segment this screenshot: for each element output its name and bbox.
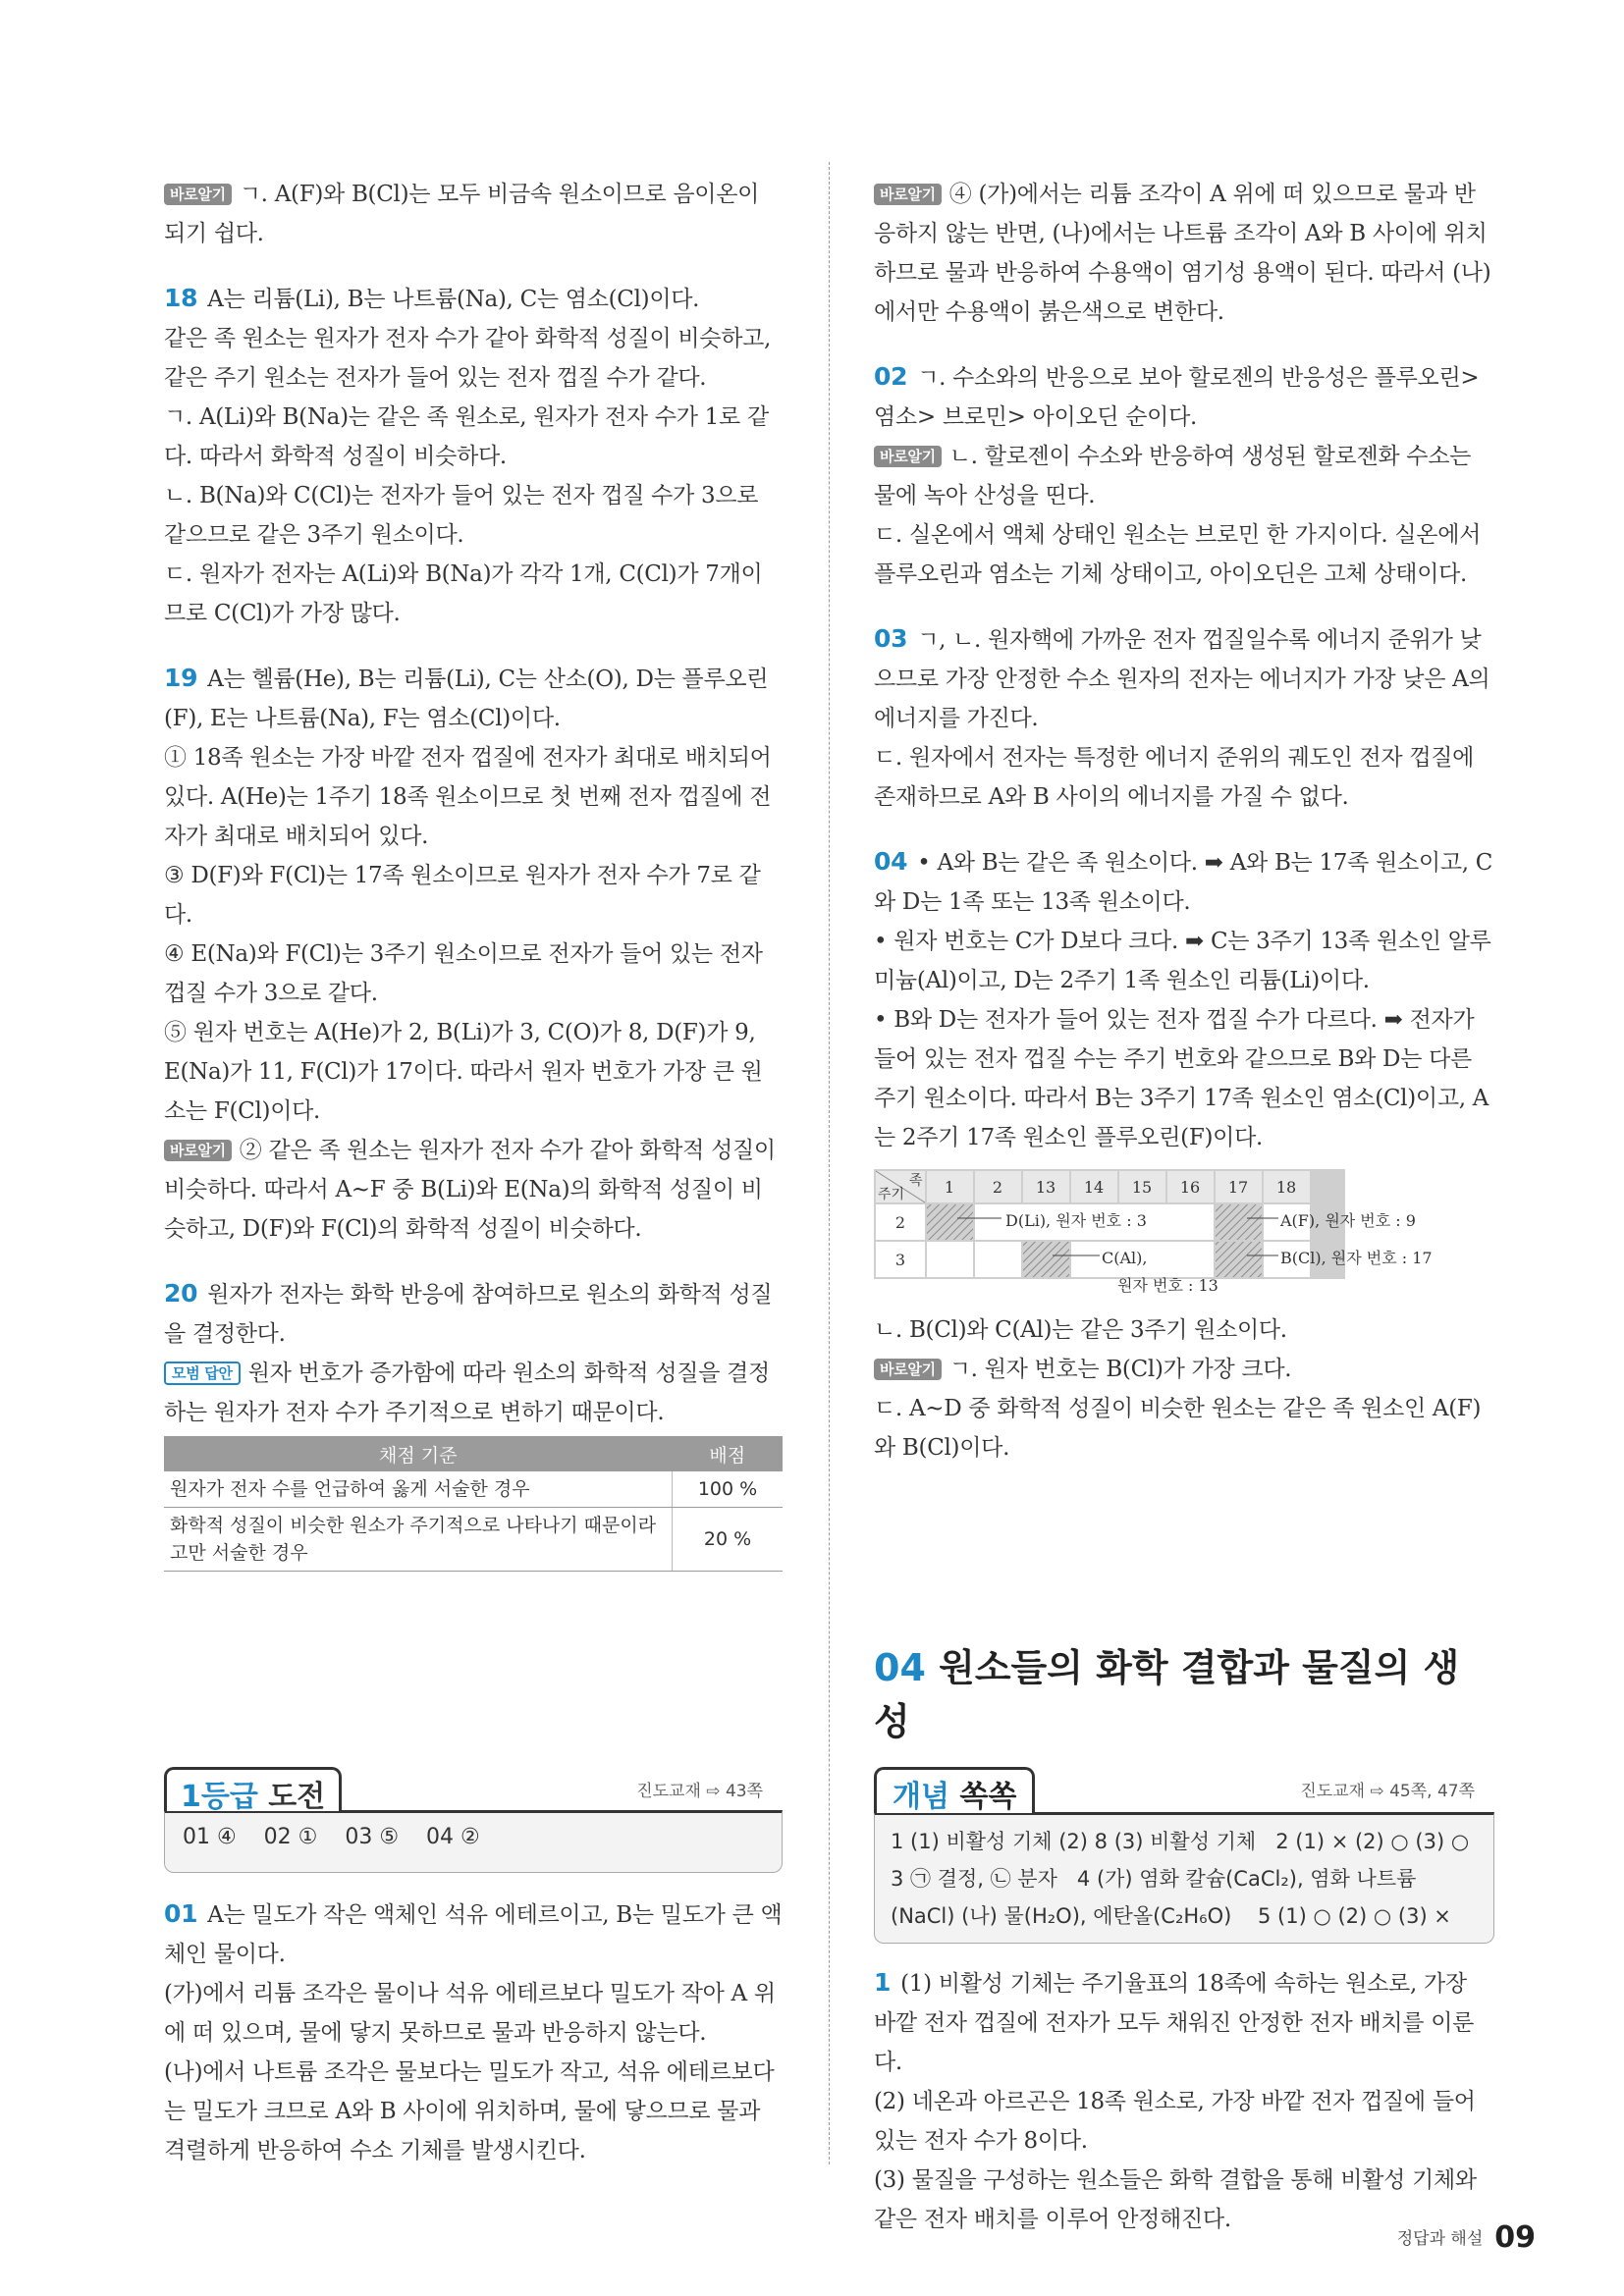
question-number: 20 bbox=[164, 1279, 198, 1308]
periodic-table-diagram bbox=[874, 1169, 1502, 1297]
answer-key-summary: 01 ④ 02 ① 03 ⑤ 04 ② bbox=[164, 1810, 783, 1873]
answer-18: 18 A는 리튬(Li), B는 나트륨(Na), C는 염소(Cl)이다. 같은 족 원소는 원자가 전자 수가 같아 화학적 성질이 비슷하고, 같은 주기 원소는 전자가 들어 있는 전자 껍질 수가 같다. ㄱ. A(Li)와 B(Na)는 같은 족 원소로, 원자가 전자 수가 1로 같다. 따라서 화학적 성질이 비슷하다. ㄴ. B(Na)와 C(Cl)는 전자가 들어 있는 전자 껍질 수가 3으로 같으므로 같은 3주기 원소이다. ㄷ. 원자가 전자는 A(Li)와 B(Na)가 각각 1개, C(Cl)가 7개이므로 C(Cl)가 가장 많다. bbox=[164, 284, 772, 626]
question-number: 01 bbox=[164, 1899, 198, 1928]
label-C-number: 원자 번호 : 13 bbox=[1117, 1276, 1218, 1295]
correction-tag: 바로알기 bbox=[164, 1140, 232, 1161]
right-column bbox=[874, 175, 1494, 1485]
textbook-reference: 진도교재 ⇨ 43쪽 bbox=[636, 1782, 763, 1801]
challenge-answer-04: 04 • A와 B는 같은 족 원소이다. ➡ A와 B는 17족 원소이고, C와 D는 1족 또는 13족 원소이다. • 원자 번호는 C가 D보다 크다. ➡ C는 3주기 13족 원소인 알루미늄(Al)이고, D는 2주기 1족 원소인 리튬(Li)이다. • B와 D는 전자가 들어 있는 전자 껍질 수가 다르다. ➡ 전자가 들어 있는 전자 껍질 수는 주기 번호와 같으므로 B와 D는 다른 주기 원소이다. 따라서 B는 3주기 17족 원소인 염소(Cl)이고, A는 2주기 17족 원소인 플루오린(F)이다. 주기 족 1 2 13 14 15 16 17 18 2 3 D(Li), 원자 번호 : 3 A(F), 원자 번호 : 9 C(Al), 원자 번호 : 13 B(Cl), 원자 번호 : 17 ㄴ. B(Cl)와 C(Al)는 같은 3주기 원소이다. 바로알기 ㄱ. 원자 번호는 B(Cl)가 가장 크다. ㄷ. A~D 중 화학적 성질이 비슷한 원소는 같은 족 원소인 A(F)와 B(Cl)이다. bbox=[874, 842, 1494, 1468]
column-divider bbox=[829, 162, 830, 2164]
correction-tag: 바로알기 bbox=[164, 184, 232, 205]
group-17: 17 bbox=[1227, 1178, 1249, 1197]
rubric-header-criteria: 채점 기준 bbox=[164, 1436, 673, 1471]
question-number: 19 bbox=[164, 664, 198, 692]
label-C: C(Al), bbox=[1102, 1249, 1148, 1267]
group-2: 2 bbox=[992, 1178, 1003, 1197]
challenge-answer-03: 03 ㄱ, ㄴ. 원자핵에 가까운 전자 껍질일수록 에너지 준위가 낮으므로 가장 안정한 수소 원자의 전자는 에너지가 가장 낮은 A의 에너지를 가진다. ㄷ. 원자에서 전자는 특정한 에너지 준위의 궤도인 전자 껍질에 존재하므로 A와 B 사이의 에너지를 가질 수 없다. bbox=[874, 624, 1490, 810]
question-number: 1 bbox=[874, 1968, 892, 1997]
group-15: 15 bbox=[1131, 1178, 1153, 1197]
periodic-table-svg bbox=[874, 1169, 1502, 1297]
question-number: 04 bbox=[874, 847, 908, 876]
left-column bbox=[164, 175, 783, 1589]
question-number: 18 bbox=[164, 284, 198, 312]
q17-correction: 바로알기 ㄱ. A(F)와 B(Cl)는 모두 비금속 원소이므로 음이온이 되기 쉽다. bbox=[164, 182, 760, 246]
scoring-rubric-table bbox=[164, 1436, 783, 1572]
page-number: 09 bbox=[1494, 2220, 1536, 2255]
table-row: 원자가 전자 수를 언급하여 옳게 서술한 경우 100 % bbox=[164, 1471, 783, 1508]
correction-tag: 바로알기 bbox=[874, 1359, 942, 1380]
cell-B bbox=[1216, 1242, 1262, 1277]
group-16: 16 bbox=[1179, 1178, 1201, 1197]
period-2: 2 bbox=[894, 1213, 906, 1232]
group-14: 14 bbox=[1083, 1178, 1105, 1197]
table-row: 화학적 성질이 비슷한 원소가 주기적으로 나타나기 때문이라고만 서술한 경우 20 % bbox=[164, 1508, 783, 1572]
challenge-01-correction: 바로알기 ④ (가)에서는 리튬 조각이 A 위에 떠 있으므로 물과 반응하지 않는 반면, (나)에서는 나트륨 조각이 A와 B 사이에 위치하므로 물과 반응하여 수용액이 염기성 용액이 된다. 따라서 (나)에서만 수용액이 붉은색으로 변한다. bbox=[874, 182, 1491, 325]
cell-D bbox=[927, 1204, 973, 1240]
group-1: 1 bbox=[944, 1178, 955, 1197]
cell-A bbox=[1216, 1204, 1262, 1240]
answer-20: 20 원자가 전자는 화학 반응에 참여하므로 원소의 화학적 성질을 결정한다. 모범 답안 원자 번호가 증가함에 따라 원소의 화학적 성질을 결정하는 원자가 전자 수가 주기적으로 변하기 때문이다. 채점 기준 배점 원자가 전자 수를 언급하여 옳게 서술한 경우 100 % 화학적 성질이 비슷한 원소가 주기적으로 나타나기 때문이라고만 서술한 경우 20 % bbox=[164, 1274, 783, 1572]
section-title: 04 원소들의 화학 결합과 물질의 생성 bbox=[874, 1646, 1460, 1743]
question-number: 02 bbox=[874, 362, 908, 391]
rubric-header-score: 배점 bbox=[673, 1436, 784, 1471]
challenge-section bbox=[164, 1767, 783, 2188]
page-footer bbox=[1397, 2220, 1536, 2255]
cell-C bbox=[1023, 1242, 1069, 1277]
textbook-reference: 진도교재 ⇨ 45쪽, 47쪽 bbox=[1300, 1782, 1475, 1801]
answer-19: 19 A는 헬륨(He), B는 리튬(Li), C는 산소(O), D는 플루오린(F), E는 나트륨(Na), F는 염소(Cl)이다. ① 18족 원소는 가장 바깥 전자 껍질에 전자가 최대로 배치되어 있다. A(He)는 1주기 18족 원소이므로 첫 번째 전자 껍질에 전자가 최대로 배치되어 있다. ③ D(F)와 F(Cl)는 17족 원소이므로 원자가 전자 수가 7로 같다. ④ E(Na)와 F(Cl)는 3주기 원소이므로 전자가 들어 있는 전자 껍질 수가 3으로 같다. ⑤ 원자 번호는 A(He)가 2, B(Li)가 3, C(O)가 8, D(F)가 9, E(Na)가 11, F(Cl)가 17이다. 따라서 원자 번호가 가장 큰 원소는 F(Cl)이다. 바로알기 ② 같은 족 원소는 원자가 전자 수가 같아 화학적 성질이 비슷하다. 따라서 A~F 중 B(Li)와 E(Na)의 화학적 성질이 비슷하고, D(F)와 F(Cl)의 화학적 성질이 비슷하다. bbox=[164, 664, 776, 1242]
correction-tag: 바로알기 bbox=[874, 446, 942, 467]
challenge-title: 1등급 도전 bbox=[164, 1767, 342, 1811]
label-D: D(Li), 원자 번호 : 3 bbox=[1005, 1211, 1147, 1230]
label-A: A(F), 원자 번호 : 9 bbox=[1280, 1211, 1416, 1230]
section-04 bbox=[874, 1637, 1494, 2257]
model-answer-tag: 모범 답안 bbox=[164, 1362, 241, 1385]
corner-group-label: 족 bbox=[909, 1173, 923, 1189]
footer-label: 정답과 해설 bbox=[1396, 2229, 1484, 2249]
concept-box-title: 개념 쏙쏙 bbox=[874, 1767, 1035, 1813]
concept-answer-box: 1 (1) 비활성 기체 (2) 8 (3) 비활성 기체 2 (1) × (2) ○ (3) ○ 3 ㉠ 결정, ㉡ 분자 4 (가) 염화 칼슘(CaCl₂), 염화 나트륨 (NaCl) (나) 물(H₂O), 에탄올(C₂H₆O) 5 (1) ○ (2) ○ (3) × bbox=[874, 1812, 1494, 1944]
period-3: 3 bbox=[894, 1251, 906, 1269]
label-B: B(Cl), 원자 번호 : 17 bbox=[1280, 1249, 1433, 1267]
correction-tag: 바로알기 bbox=[874, 184, 942, 205]
group-13: 13 bbox=[1035, 1178, 1056, 1197]
challenge-answer-01: 01 A는 밀도가 작은 액체인 석유 에테르이고, B는 밀도가 큰 액체인 물이다. (가)에서 리튬 조각은 물이나 석유 에테르보다 밀도가 작아 A 위에 떠 있으며, 물에 닿지 못하므로 물과 반응하지 않는다. (나)에서 나트륨 조각은 물보다는 밀도가 작고, 석유 에테르보다는 밀도가 크므로 A와 B 사이에 위치하며, 물에 닿으므로 물과 격렬하게 반응하여 수소 기체를 발생시킨다. bbox=[164, 1899, 783, 2163]
group-18: 18 bbox=[1275, 1178, 1297, 1197]
challenge-answer-02: 02 ㄱ. 수소와의 반응으로 보아 할로젠의 반응성은 플루오린> 염소> 브로민> 아이오딘 순이다. 바로알기 ㄴ. 할로젠이 수소와 반응하여 생성된 할로젠화 수소는 물에 녹아 산성을 띤다. ㄷ. 실온에서 액체 상태인 원소는 브로민 한 가지이다. 실온에서 플루오린과 염소는 기체 상태이고, 아이오딘은 고체 상태이다. bbox=[874, 362, 1482, 587]
question-number: 03 bbox=[874, 624, 908, 653]
concept-answer-1: 1 (1) 비활성 기체는 주기율표의 18족에 속하는 원소로, 가장 바깥 전자 껍질에 전자가 모두 채워진 안정한 전자 배치를 이룬다. (2) 네온과 아르곤은 18족 원소로, 가장 바깥 전자 껍질에 들어 있는 전자 수가 8이다. (3) 물질을 구성하는 원소들은 화학 결합을 통해 비활성 기체와 같은 전자 배치를 이루어 안정해진다. bbox=[874, 1968, 1477, 2232]
corner-period-label: 주기 bbox=[878, 1187, 905, 1202]
